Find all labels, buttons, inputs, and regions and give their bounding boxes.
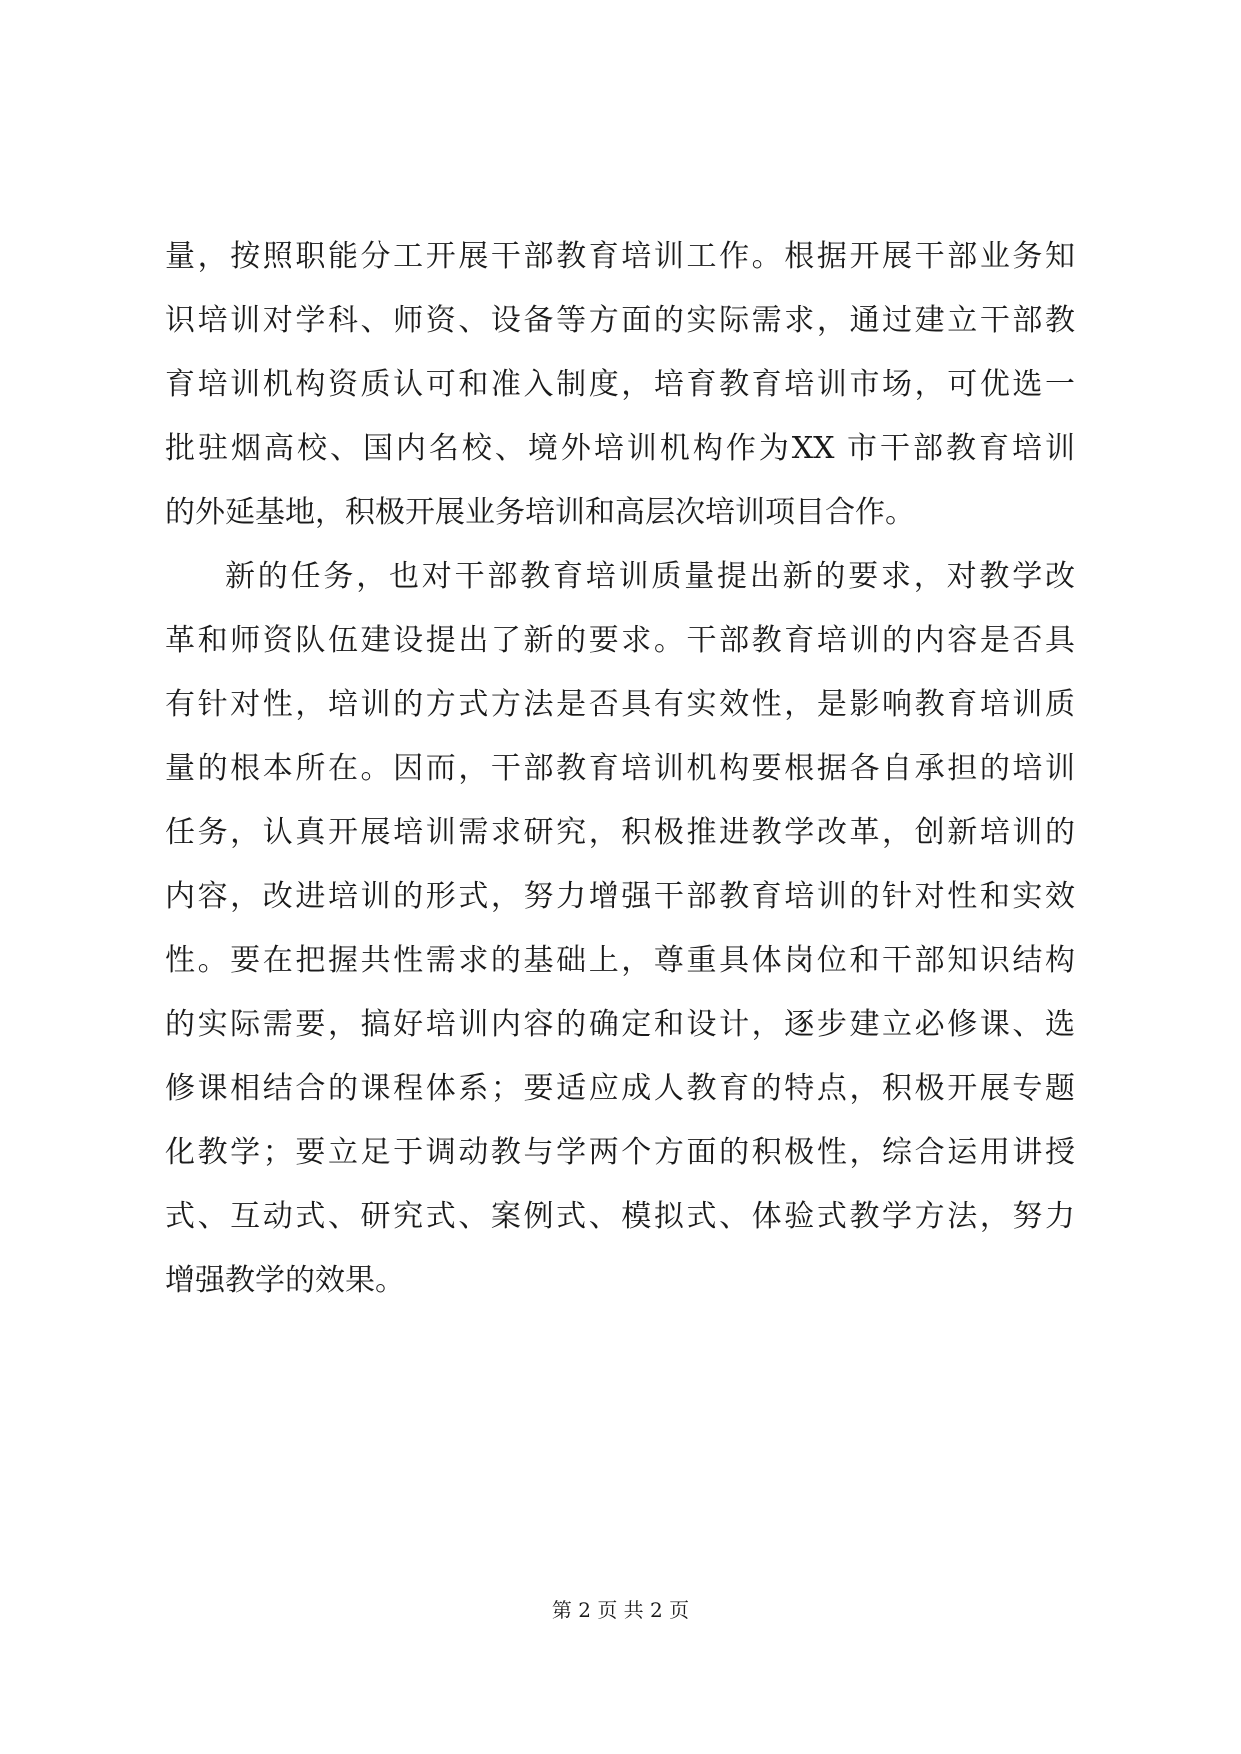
text-line: 增强教学的效果。 <box>165 1263 405 1298</box>
text-line: 化教学；要立足于调动教与学两个方面的积极性，综合运用讲授 <box>165 1135 1075 1170</box>
text-line: 式、互动式、研究式、案例式、模拟式、体验式教学方法，努力 <box>165 1199 1075 1234</box>
document-body <box>165 225 1075 1313</box>
text-line: 有针对性，培训的方式方法是否具有实效性，是影响教育培训质 <box>165 687 1075 722</box>
text-line: 的外延基地，积极开展业务培训和高层次培训项目合作。 <box>165 495 915 530</box>
paragraph-1 <box>165 225 1075 545</box>
paragraph-2 <box>165 545 1075 1313</box>
text-line: 识培训对学科、师资、设备等方面的实际需求，通过建立干部教 <box>165 303 1075 338</box>
text-line: 量的根本所在。因而，干部教育培训机构要根据各自承担的培训 <box>165 751 1075 786</box>
text-line: 的实际需要，搞好培训内容的确定和设计，逐步建立必修课、选 <box>165 1007 1075 1042</box>
text-line: 批驻烟高校、国内名校、境外培训机构作为XX 市干部教育培训 <box>165 431 1075 466</box>
text-line: 革和师资队伍建设提出了新的要求。干部教育培训的内容是否具 <box>165 623 1075 658</box>
text-line: 修课相结合的课程体系；要适应成人教育的特点，积极开展专题 <box>165 1071 1075 1106</box>
text-line: 量，按照职能分工开展干部教育培训工作。根据开展干部业务知 <box>165 239 1075 274</box>
text-line: 育培训机构资质认可和准入制度，培育教育培训市场，可优选一 <box>165 367 1075 402</box>
text-line: 内容，改进培训的形式，努力增强干部教育培训的针对性和实效 <box>165 879 1075 914</box>
text-line: 任务，认真开展培训需求研究，积极推进教学改革，创新培训的 <box>165 815 1075 850</box>
text-line: 性。要在把握共性需求的基础上，尊重具体岗位和干部知识结构 <box>165 943 1075 978</box>
text-line: 新的任务，也对干部教育培训质量提出新的要求，对教学改 <box>225 559 1075 594</box>
page-number-footer: 第 2 页 共 2 页 <box>551 1598 690 1622</box>
